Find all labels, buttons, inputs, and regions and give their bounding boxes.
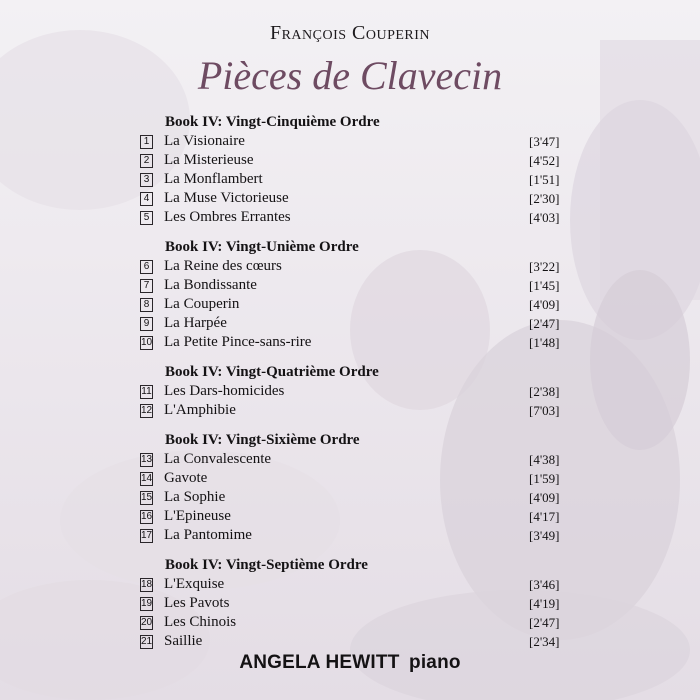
track-row <box>140 382 565 401</box>
track-row <box>140 151 565 170</box>
track-number-box: 7 <box>140 279 153 293</box>
track-row <box>140 507 565 526</box>
book-section <box>140 556 565 651</box>
track-title: La Visionaire <box>164 133 245 149</box>
track-duration: [7'03] <box>529 402 560 418</box>
track-number-box: 16 <box>141 510 153 522</box>
book-heading: Book IV: Vingt-Unième Ordre <box>165 239 359 255</box>
track-duration: [2'38] <box>529 383 560 399</box>
track-number-box: 8 <box>140 298 153 312</box>
track-number-box: 19 <box>141 597 153 609</box>
track-duration: [1'51] <box>529 171 560 187</box>
track-title: La Reine des cœurs <box>164 258 282 274</box>
track-duration: [2'47] <box>529 315 560 331</box>
track-row <box>140 295 565 314</box>
track-duration: [2'47] <box>529 614 560 630</box>
track-duration: [3'47] <box>529 133 560 149</box>
track-row <box>140 469 565 488</box>
track-number-box: 15 <box>141 491 153 503</box>
track-number-box: 21 <box>141 635 153 647</box>
track-row <box>140 575 565 594</box>
track-row <box>140 276 565 295</box>
track-duration: [4'38] <box>529 451 560 467</box>
track-number-box: 13 <box>141 453 153 465</box>
track-duration: [1'48] <box>529 334 560 350</box>
track-duration: [4'52] <box>529 152 560 168</box>
book-heading: Book IV: Vingt-Septième Ordre <box>165 557 368 573</box>
track-list <box>140 113 565 662</box>
track-duration: [2'30] <box>529 190 560 206</box>
track-title: La Monflambert <box>164 171 263 187</box>
track-title: Gavote <box>164 470 208 486</box>
track-title: Les Dars-homicides <box>164 383 285 399</box>
book-heading: Book IV: Vingt-Quatrième Ordre <box>165 364 379 380</box>
track-row <box>140 401 565 420</box>
track-duration: [4'03] <box>529 209 560 225</box>
track-title: Saillie <box>164 633 203 649</box>
track-number-box: 14 <box>141 472 153 484</box>
track-title: La Pantomime <box>164 527 252 543</box>
track-row <box>140 450 565 469</box>
track-number-box: 11 <box>141 385 152 397</box>
track-row <box>140 594 565 613</box>
track-duration: [4'09] <box>529 489 560 505</box>
track-row <box>140 526 565 545</box>
book-section <box>140 113 565 227</box>
track-row <box>140 613 565 632</box>
book-heading: Book IV: Vingt-Cinquième Ordre <box>165 114 380 130</box>
track-title: La Sophie <box>164 489 226 505</box>
track-duration: [3'22] <box>529 258 560 274</box>
track-title: La Harpée <box>164 315 227 331</box>
track-title: L'Amphibie <box>164 402 236 418</box>
track-title: La Bondissante <box>164 277 257 293</box>
track-duration: [4'09] <box>529 296 560 312</box>
track-row <box>140 208 565 227</box>
track-duration: [3'46] <box>529 576 560 592</box>
track-duration: [1'59] <box>529 470 560 486</box>
track-number-box: 2 <box>140 154 153 168</box>
track-number-box: 6 <box>140 260 153 274</box>
track-row <box>140 333 565 352</box>
track-title: La Petite Pince-sans-rire <box>164 334 312 350</box>
track-row <box>140 132 565 151</box>
book-section <box>140 238 565 352</box>
track-title: L'Epineuse <box>164 508 231 524</box>
album-title: Pièces de Clavecin <box>197 53 503 98</box>
performer-name: ANGELA HEWITT <box>239 652 400 673</box>
track-title: Les Ombres Errantes <box>164 209 291 225</box>
track-row <box>140 257 565 276</box>
track-number-box: 5 <box>140 211 153 225</box>
track-duration: [3'49] <box>529 527 560 543</box>
track-number-box: 20 <box>141 616 153 628</box>
track-title: L'Exquise <box>164 576 225 592</box>
track-row <box>140 189 565 208</box>
track-duration: [4'17] <box>529 508 560 524</box>
track-number-box: 18 <box>141 578 153 590</box>
track-number-box: 1 <box>140 135 153 149</box>
track-number-box: 3 <box>140 173 153 187</box>
track-number-box: 9 <box>140 317 153 331</box>
track-number-box: 10 <box>141 336 153 348</box>
track-row <box>140 488 565 507</box>
track-duration: [2'34] <box>529 633 560 649</box>
track-title: La Convalescente <box>164 451 272 467</box>
track-row <box>140 314 565 333</box>
composer-name: François Couperin <box>269 22 431 44</box>
track-title: La Couperin <box>164 296 240 312</box>
performer <box>0 652 700 674</box>
track-number-box: 4 <box>140 192 153 206</box>
track-row <box>140 632 565 651</box>
track-number-box: 12 <box>141 404 153 416</box>
track-title: La Misterieuse <box>164 152 254 168</box>
track-duration: [4'19] <box>529 595 560 611</box>
book-heading: Book IV: Vingt-Sixième Ordre <box>165 432 360 448</box>
track-row <box>140 170 565 189</box>
track-number-box: 17 <box>141 529 153 541</box>
book-section <box>140 431 565 545</box>
track-title: Les Pavots <box>164 595 230 611</box>
book-section <box>140 363 565 420</box>
track-title: Les Chinois <box>164 614 237 630</box>
performer-instrument: piano <box>409 652 461 673</box>
track-title: La Muse Victorieuse <box>164 190 289 206</box>
track-duration: [1'45] <box>529 277 560 293</box>
